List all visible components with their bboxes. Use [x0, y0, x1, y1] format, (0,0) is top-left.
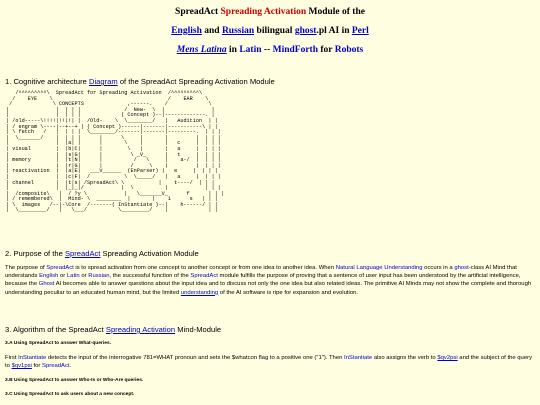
ghost-link[interactable]: ghost: [454, 265, 469, 271]
title-dash: --: [261, 45, 273, 55]
spreading-activation-title: Spreading Activation: [220, 7, 307, 17]
title-bilingual: bilingual: [254, 26, 295, 36]
page-title-line2: [0, 25, 540, 37]
diagram-link[interactable]: Diagram: [89, 77, 118, 86]
section3-heading: [5, 325, 221, 334]
title-in: in: [226, 45, 240, 55]
latin-label: Latin: [239, 45, 262, 55]
nlu-link[interactable]: Natural Language Understanding: [335, 265, 423, 271]
section2-heading: [5, 249, 199, 258]
mindforth-label: MindForth: [272, 45, 318, 55]
understanding-link[interactable]: understanding: [180, 289, 219, 296]
section3-title-post: Mind-Module: [175, 325, 222, 334]
instantiate-link[interactable]: InStantiate: [18, 355, 47, 361]
title-and: and: [201, 26, 222, 36]
algo-text-0: First: [5, 355, 19, 361]
purpose-text-6: -class AI Mind that understands: [5, 265, 517, 280]
page-title-line3: [0, 44, 540, 56]
purpose-text-10: or: [79, 273, 89, 280]
latin-link[interactable]: Latin: [66, 273, 80, 280]
purpose-text-12: , the successful function of the: [109, 273, 191, 280]
spreading-activation-link[interactable]: Spreading Activation: [105, 325, 176, 334]
ascii-architecture-diagram: /^^^^^^^^^\ SpreadAct for Spreading Activation /^^^^^^^^^\ / EYE \ / EAR \ / \ CONCEPTS ,------. / \ | | | | | / New- \ | | | | | | | ( Concept )--|-------------. | | /old-----\!!!!|!!|!| | /Old- \ \________/ | Audition | | | / engram \----|--+--+ | ( Concept )------|-------|-----------\ | | | \ fetch / | | | | \________/-------|-------|---------. | | | | \_______/ | | | | | \ | | | | | | | | |a| | | \ | | c | | | | | visual | |b|C| | \ | | a | | | | | | |s|G| | \ _V_ | t | | | | | memory | |t|N| | / \ | a-/ | | | | | | |r|G| | / \ | | | | | | reactivation | |a|E| ___V______ (EnParser) | e | | | | | | |c|F| / \ \_____/ | a | | | | | channel | |t|s| /SpreadAct\ \ | t----/ | | | | | |_|_|/ | \ | | | | | /composite\ | / ?y \ | \_______V_ f | | | | / remembered\ | Mind- \ ________ | | i s | | | | \ images /--|-\Core /-------( InStantiate )--| h------/ | | | \_________/ | \___/ \_________/ | | |: [6, 90, 224, 214]
section1-title-pre: 1. Cognitive architecture: [5, 77, 89, 86]
page-title-line1: [0, 6, 540, 18]
purpose-text-18: of the AI software is ripe for expansion and evolution.: [218, 289, 359, 296]
spreadact-link[interactable]: SpreadAct: [64, 249, 101, 258]
subsection-3b-heading: 3.B Using SpreadAct to answer Who-Is or Who-Are queries.: [5, 378, 144, 383]
instantiate-link[interactable]: InStantiate: [344, 355, 373, 361]
qv1psi-link[interactable]: $qv1psi: [11, 363, 32, 370]
title-text-pre: SpreadAct: [175, 7, 221, 17]
purpose-text-16: AI becomes able to answer questions about the input idea and to discuss not only the one idea but also related ideas. The primitive AI Minds may not show the complete and thorough understanding peculiar to an educated human mind, but the limited: [5, 281, 532, 296]
section2-title-pre: 2. Purpose of the: [5, 249, 65, 258]
algo-text-8: for: [31, 363, 43, 370]
algorithm-paragraph: [5, 354, 535, 370]
purpose-paragraph: [5, 264, 535, 297]
english-link[interactable]: English: [171, 26, 202, 36]
spreadact-link[interactable]: SpreadAct: [42, 363, 70, 370]
purpose-text-2: is to spread activation from one concept to another concept or from one idea to another idea. When: [73, 265, 336, 271]
spreadact-link[interactable]: SpreadAct: [190, 273, 218, 280]
purpose-text-8: or: [58, 273, 67, 280]
section2-title-post: Spreading Activation Module: [100, 249, 199, 258]
subsection-3c-heading: 3.C Using SpreadAct to ask users about a new concept.: [5, 392, 135, 397]
english-link[interactable]: English: [39, 273, 59, 280]
qv2psi-link[interactable]: $qv2psi: [437, 355, 458, 361]
title-text-post: Module of the: [306, 7, 365, 17]
russian-link[interactable]: Russian: [221, 26, 255, 36]
ghost-link[interactable]: ghost: [294, 26, 317, 36]
purpose-text-4: occurs in a: [422, 265, 455, 271]
mens-latina-link[interactable]: Mens Latina: [176, 45, 227, 55]
title-pl-ai: .pl AI in: [316, 26, 352, 36]
perl-link[interactable]: Perl: [351, 26, 369, 36]
algo-text-6: and the subject of the query to: [5, 355, 533, 370]
spreadact-link[interactable]: SpreadAct: [46, 265, 74, 271]
title-for: for: [318, 45, 335, 55]
subsection-3a-heading: 3.A Using SpreadAct to answer What-queries.: [5, 341, 112, 346]
section3-title-pre: 3. Algorithm of the SpreadAct: [5, 325, 106, 334]
russian-link[interactable]: Russian: [88, 273, 110, 280]
section1-title-post: of the SpreadAct Spreading Activation Module: [117, 77, 275, 86]
algo-text-10: .: [69, 363, 72, 370]
ghost-link[interactable]: Ghost: [38, 281, 55, 288]
algo-text-4: also assigns the verb to: [372, 355, 438, 361]
robots-label: Robots: [334, 45, 364, 55]
algo-text-2: detects the input of the interrogative 781=WHAT pronoun and sets the $whatcon flag to a positive one ("1"). Then: [46, 355, 345, 361]
purpose-text-14: module fulfills the purpose of proving that a sentence of user input has been understood by the artificial intelligence, because the: [5, 273, 521, 288]
section1-heading: [5, 77, 275, 86]
purpose-text-0: The purpose of: [5, 265, 47, 271]
